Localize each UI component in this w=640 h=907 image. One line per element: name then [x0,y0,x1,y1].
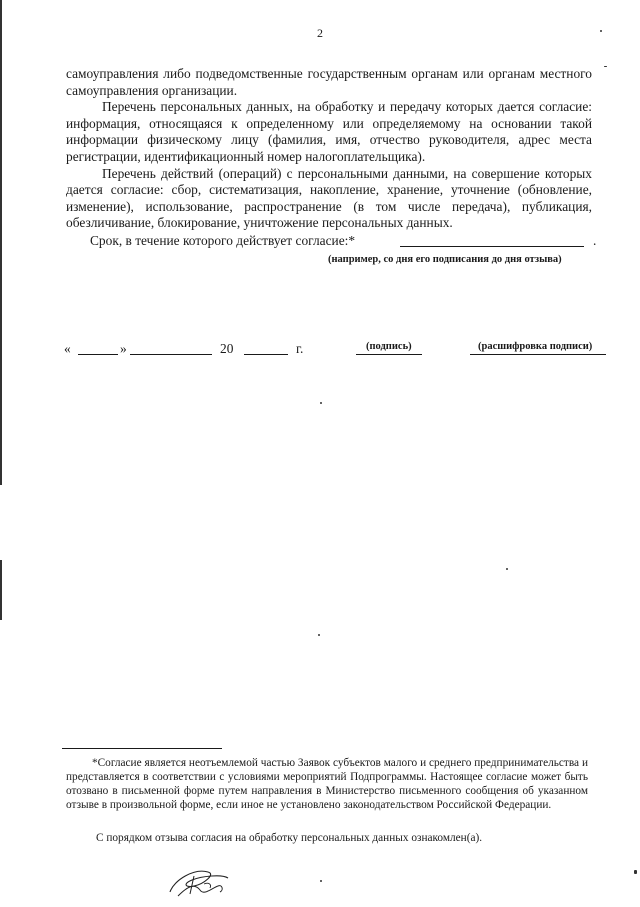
scan-speck [318,634,320,636]
paragraph-personal-data-list: Перечень персональных данных, на обработку и передачу которых дается согласие: информация, относящаяся к определенному или определяемому на основании такой информации физическому лицу (фамилия, имя, отчество руководителя, адрес места регистрации, идентификационный номер налогоплательщика). [66,99,592,164]
scan-speck [320,880,322,882]
scan-speck [600,30,602,32]
signature-hint: (подпись) [366,341,412,352]
consent-term-end: . [593,232,597,248]
date-close-quote: » [120,341,127,356]
scan-speck [634,870,637,874]
acknowledgement-line: С порядком отзыва согласия на обработку персональных данных ознакомлен(а). [96,832,483,844]
date-year-blank [244,354,288,355]
consent-body [66,66,597,265]
scan-speck [320,402,322,404]
footnote-text: *Согласие является неотъемлемой частью Заявок субъектов малого и среднего предпринимательства и представляется в соответствии с условиями мероприятий Подпрограммы. Настоящее согласие может быть отозвано в письменной форме путем направления в Министерство письменного сообщения об указанном отзыве в произвольной форме, если иное не установлено законодательством Российской Федерации. [66,757,588,811]
scan-margin-mark [0,560,2,620]
date-day-blank [78,354,118,355]
date-open-quote: « [64,341,71,356]
consent-term-label: Срок, в течение которого действует согласие:* [90,232,356,248]
footnote [66,756,588,812]
paragraph-actions-list: Перечень действий (операций) с персональными данными, на совершение которых дается согласие: сбор, систематизация, накопление, хранение, уточнение (обновление, изменение), использование, распространение (в том числе передача), публикация, обезличивание, блокирование, уничтожение персональных данных. [66,165,592,231]
scan-margin-mark [0,0,2,485]
signature-decoding-blank [470,354,606,355]
consent-term-hint: (например, со дня его подписания до дня отзыва) [328,253,562,265]
consent-term-blank [400,246,584,247]
date-month-blank [130,354,212,355]
date-signature-row [64,341,624,381]
handwritten-signature [164,862,234,907]
page-number: 2 [317,26,323,40]
date-year-suffix: г. [296,341,304,356]
footnote-separator [62,748,222,749]
scan-speck [604,66,607,67]
scan-speck [506,568,508,570]
date-century: 20 [220,341,234,356]
signature-blank [356,354,422,355]
signature-decoding-hint: (расшифровка подписи) [478,341,593,352]
paragraph-organizations: самоуправления либо подведомственные государственным органам или органам местного самоуправления организации. [66,66,592,98]
consent-term-line [66,232,597,265]
